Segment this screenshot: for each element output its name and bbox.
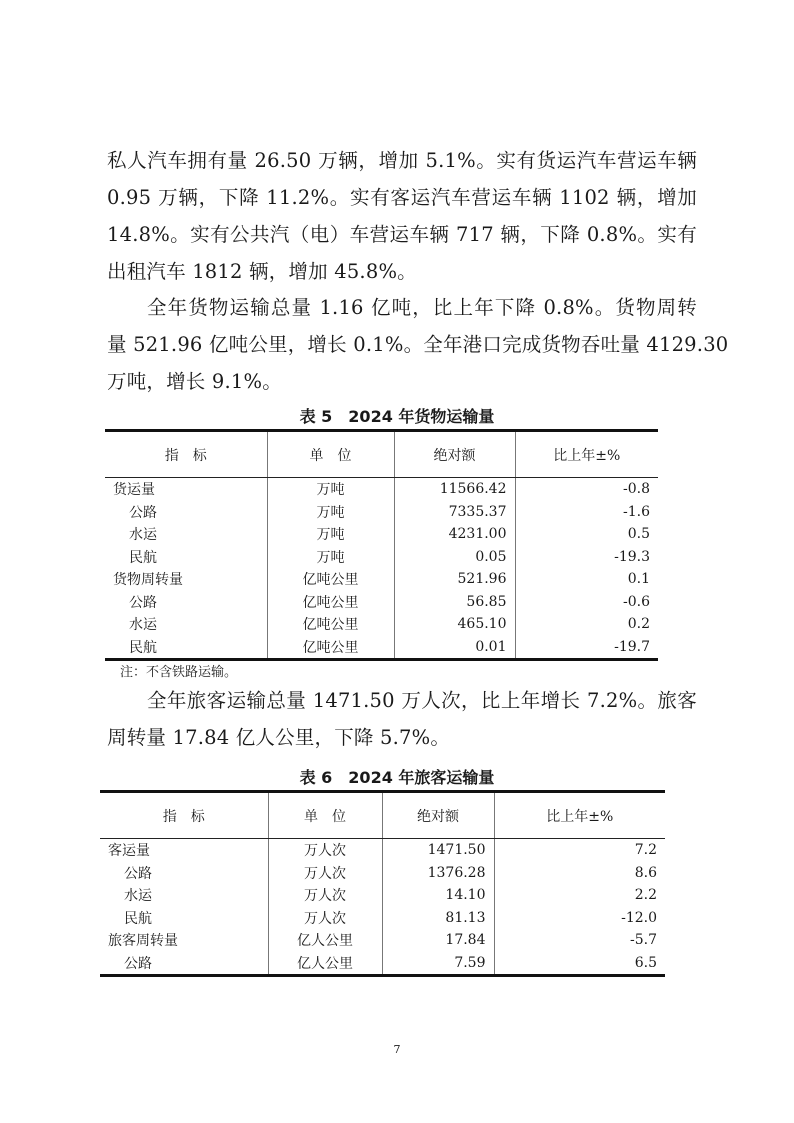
cell-change: -0.6: [623, 593, 650, 610]
cell-indicator: 货物周转量: [105, 568, 267, 591]
header-value: 绝对额: [382, 792, 494, 839]
table-row: [105, 568, 658, 591]
cell-value: 11566.42: [394, 478, 515, 501]
cell-unit: 万吨: [267, 546, 394, 569]
cell-indicator: 公路: [100, 862, 268, 885]
table5-caption: 表 5 2024 年货物运输量: [299, 407, 495, 426]
cell-indicator: 民航: [105, 546, 267, 569]
text-line: 0.95 万辆，下降 11.2%。实有客运汽车营运车辆 1102 辆，增加: [107, 186, 697, 209]
text-line: 量 521.96 亿吨公里，增长 0.1%。全年港口完成货物吞吐量 4129.30: [107, 333, 729, 356]
header-change: 比上年±%: [494, 792, 665, 839]
cell-indicator: 公路: [100, 952, 268, 976]
table-row: [105, 636, 658, 660]
text-line: 出租汽车 1812 辆，增加 45.8%。: [107, 260, 417, 283]
cell-value: 521.96: [394, 568, 515, 591]
cell-change: -19.7: [614, 638, 650, 655]
table5-note: 注：不含铁路运输。: [120, 665, 238, 680]
cell-indicator: 公路: [105, 501, 267, 524]
cell-indicator: 水运: [105, 523, 267, 546]
cell-unit: 万吨: [267, 523, 394, 546]
cell-unit: 亿吨公里: [267, 636, 394, 660]
table-row: [105, 591, 658, 614]
cell-unit: 亿吨公里: [267, 613, 394, 636]
cell-value: 0.01: [394, 636, 515, 660]
cell-change: 6.5: [634, 954, 657, 971]
page-number: 7: [393, 1043, 401, 1056]
cell-indicator: 水运: [105, 613, 267, 636]
text-line: 全年货物运输总量 1.16 亿吨，比上年下降 0.8%。货物周转: [147, 296, 697, 319]
text-line: 私人汽车拥有量 26.50 万辆，增加 5.1%。实有货运汽车营运车辆: [107, 149, 697, 172]
table-row: [100, 952, 665, 976]
cell-indicator: 旅客周转量: [100, 929, 268, 952]
cell-value: 4231.00: [394, 523, 515, 546]
cell-value: 465.10: [394, 613, 515, 636]
cell-value: 7.59: [382, 952, 494, 976]
text-line: 14.8%。实有公共汽（电）车营运车辆 717 辆，下降 0.8%。实有: [107, 223, 697, 246]
cell-change: 8.6: [634, 864, 657, 881]
cell-indicator: 客运量: [100, 839, 268, 862]
table-row: [100, 929, 665, 952]
passenger-table: [100, 790, 665, 977]
table-header-row: [105, 431, 658, 478]
text-line: 全年旅客运输总量 1471.50 万人次，比上年增长 7.2%。旅客: [147, 689, 697, 712]
cell-change: -19.3: [614, 548, 650, 565]
header-change: 比上年±%: [515, 431, 658, 478]
freight-table: [105, 429, 658, 661]
table-row: [105, 478, 658, 501]
header-unit: 单 位: [268, 792, 382, 839]
cell-unit: 亿人公里: [268, 952, 382, 976]
cell-change: -12.0: [621, 909, 657, 926]
table-row: [105, 613, 658, 636]
cell-unit: 亿人公里: [268, 929, 382, 952]
cell-indicator: 民航: [105, 636, 267, 660]
cell-indicator: 水运: [100, 884, 268, 907]
cell-unit: 亿吨公里: [267, 591, 394, 614]
cell-value: 0.05: [394, 546, 515, 569]
table-row: [100, 884, 665, 907]
cell-indicator: 民航: [100, 907, 268, 930]
text-line: 周转量 17.84 亿人公里，下降 5.7%。: [107, 726, 451, 749]
table-row: [100, 907, 665, 930]
cell-unit: 万人次: [268, 907, 382, 930]
table-row: [100, 862, 665, 885]
cell-change: -5.7: [630, 932, 657, 949]
cell-value: 1471.50: [382, 839, 494, 862]
cell-unit: 万吨: [267, 501, 394, 524]
table-row: [100, 839, 665, 862]
paragraph-freight: [107, 289, 729, 400]
freight-table-body: [105, 478, 658, 660]
table-header-row: [100, 792, 665, 839]
header-indicator: 指 标: [100, 792, 268, 839]
cell-change: 2.2: [634, 887, 657, 904]
text-line: 万吨，增长 9.1%。: [107, 370, 282, 393]
cell-indicator: 货运量: [105, 478, 267, 501]
cell-unit: 万吨: [267, 478, 394, 501]
cell-change: 0.2: [627, 616, 650, 633]
cell-indicator: 公路: [105, 591, 267, 614]
cell-unit: 亿吨公里: [267, 568, 394, 591]
cell-value: 17.84: [382, 929, 494, 952]
cell-value: 1376.28: [382, 862, 494, 885]
header-unit: 单 位: [267, 431, 394, 478]
cell-value: 81.13: [382, 907, 494, 930]
passenger-table-body: [100, 839, 665, 976]
paragraph-vehicles: [107, 142, 697, 290]
cell-change: -1.6: [623, 503, 650, 520]
cell-unit: 万人次: [268, 839, 382, 862]
header-value: 绝对额: [394, 431, 515, 478]
header-indicator: 指 标: [105, 431, 267, 478]
cell-change: 0.5: [627, 526, 650, 543]
table-row: [105, 546, 658, 569]
cell-change: 7.2: [634, 842, 657, 859]
cell-unit: 万人次: [268, 884, 382, 907]
table-row: [105, 501, 658, 524]
cell-value: 56.85: [394, 591, 515, 614]
paragraph-passenger: [107, 682, 697, 756]
table-row: [105, 523, 658, 546]
cell-value: 7335.37: [394, 501, 515, 524]
cell-unit: 万人次: [268, 862, 382, 885]
cell-value: 14.10: [382, 884, 494, 907]
table6-caption: 表 6 2024 年旅客运输量: [299, 768, 495, 787]
cell-change: 0.1: [627, 571, 650, 588]
cell-change: -0.8: [623, 481, 650, 498]
